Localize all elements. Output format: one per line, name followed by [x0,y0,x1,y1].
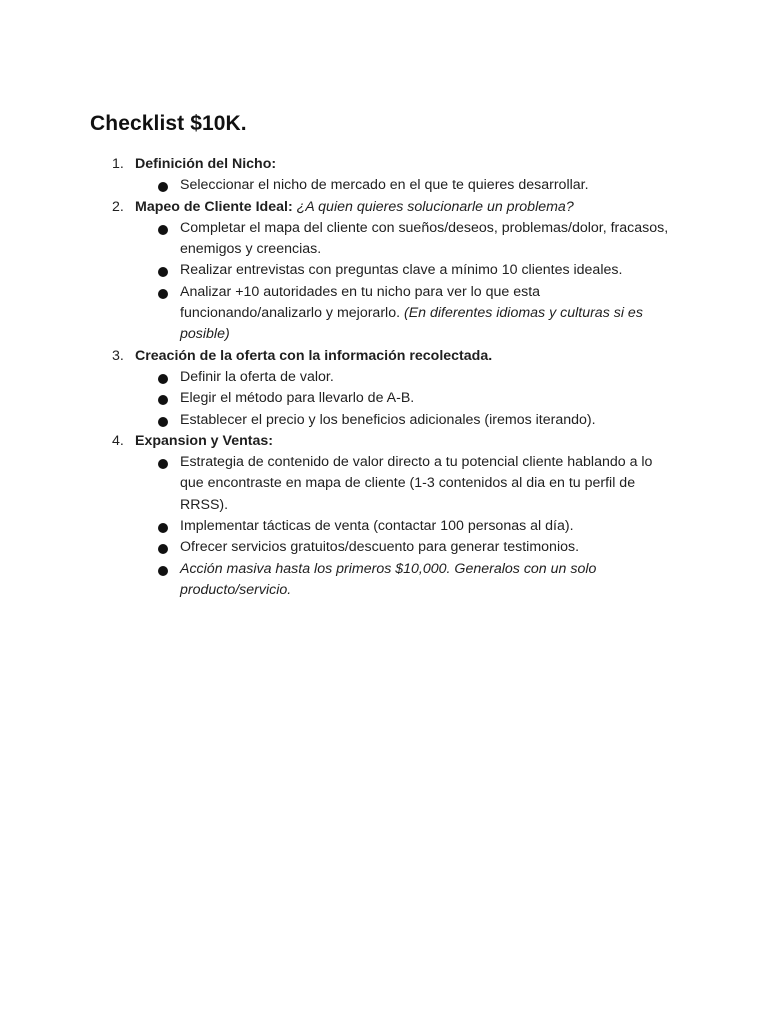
bullet-item [180,516,680,537]
bullet-item [180,367,680,388]
bullet-dot-icon [158,374,168,384]
bullet-item [180,282,680,346]
bullet-dot-icon [158,395,168,405]
bullet-item [180,260,680,281]
bullet-text: Completar el mapa del cliente con sueños/deseos, problemas/dolor, fracasos, enemigos y creencias. [180,219,669,258]
checklist-section-2 [0,197,700,346]
bullet-dot-icon [158,523,168,533]
bullet-list [135,175,700,196]
bullet-text: Ofrecer servicios gratuitos/descuento para generar testimonios. [180,539,580,556]
document-title: Checklist $10K. [90,112,247,135]
bullet-item [180,175,680,196]
bullet-dot-icon [158,417,168,427]
bullet-item [180,388,680,409]
bullet-dot-icon [158,566,168,576]
bullet-text: Estrategia de contenido de valor directo a tu potencial cliente hablando a lo que encontraste en mapa de cliente (1-3 contenidos al dia en tu perfil de RRSS). [180,454,653,513]
bullet-dot-icon [158,225,168,235]
bullet-item [180,452,680,516]
bullet-list [135,452,700,601]
bullet-text: Establecer el precio y los beneficios adicionales (iremos iterando). [180,411,596,428]
bullet-text: Implementar tácticas de venta (contactar 100 personas al día). [180,518,574,535]
bullet-text: Elegir el método para llevarlo de A-B. [180,390,415,407]
bullet-item [180,218,680,261]
bullet-text: Seleccionar el nicho de mercado en el que te quieres desarrollar. [180,177,589,194]
section-heading: Creación de la oferta con la información recolectada. [135,347,493,364]
checklist-section-3 [0,346,700,431]
checklist [0,154,700,601]
bullet-text: Realizar entrevistas con preguntas clave a mínimo 10 clientes ideales. [180,262,623,279]
bullet-text: Analizar +10 autoridades en tu nicho para ver lo que esta funcionando/analizarlo y mejorarlo. [180,283,541,322]
section-heading: Definición del Nicho: [135,156,277,172]
bullet-list [135,218,700,346]
bullet-text: Definir la oferta de valor. [180,368,334,385]
bullet-dot-icon [158,267,168,277]
section-number: 2. [112,198,124,215]
bullet-dot-icon [158,182,168,192]
section-heading: Mapeo de Cliente Ideal: [135,198,293,215]
bullet-list [135,367,700,431]
bullet-item [180,537,680,558]
section-note: ¿A quien quieres solucionarle un problema? [296,198,574,215]
section-number: 3. [112,347,124,364]
bullet-dot-icon [158,544,168,554]
bullet-dot-icon [158,459,168,469]
checklist-section-4 [0,431,700,601]
section-number: 4. [112,432,124,449]
bullet-dot-icon [158,289,168,299]
section-heading: Expansion y Ventas: [135,432,273,449]
bullet-italic-note: (En diferentes idiomas y culturas si es posible) [180,305,643,343]
section-number: 1. [112,156,124,172]
bullet-item [180,559,680,602]
bullet-item [180,410,680,431]
checklist-section-1 [0,154,700,197]
bullet-italic-text: Acción masiva hasta los primeros $10,000. Generalos con un solo producto/servicio. [180,560,597,598]
